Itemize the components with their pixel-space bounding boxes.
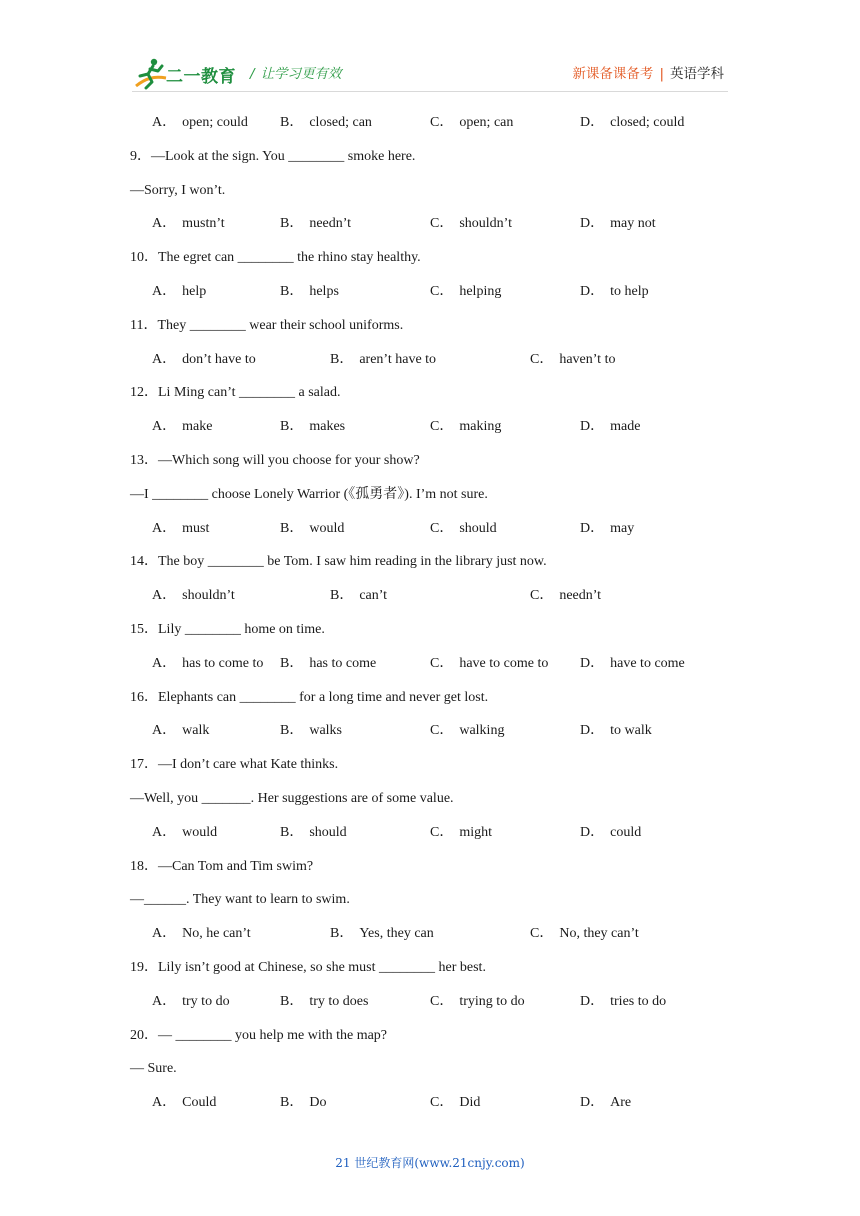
option-text: try to does xyxy=(309,993,369,1009)
option-row xyxy=(130,112,730,146)
option-text: shouldn’t xyxy=(182,588,235,604)
option-text: No, he can’t xyxy=(182,926,251,942)
page-header xyxy=(132,56,728,92)
page-footer: 21 世纪教育网(www.21cnjy.com) xyxy=(335,1156,525,1170)
answer-option xyxy=(280,417,345,437)
option-row xyxy=(130,349,730,383)
answer-option xyxy=(330,350,436,370)
option-text: making xyxy=(459,419,502,435)
exam-label: 新课备课备考 xyxy=(572,66,654,82)
option-letter: A． xyxy=(152,520,177,536)
answer-option xyxy=(430,992,525,1012)
answer-option xyxy=(152,1093,216,1113)
option-text: walk xyxy=(182,723,210,739)
option-text: have to come to xyxy=(459,655,549,671)
answer-option xyxy=(430,823,492,843)
answer-option xyxy=(152,113,248,133)
option-letter: D． xyxy=(580,216,605,232)
option-letter: C． xyxy=(530,926,554,942)
answer-option xyxy=(580,992,666,1012)
logo xyxy=(132,56,244,90)
option-text: don’t have to xyxy=(182,351,256,367)
option-row xyxy=(130,653,730,687)
answer-option xyxy=(280,1093,326,1113)
option-text: Could xyxy=(182,1095,217,1111)
question-line: 11．They ________ wear their school uniforms. xyxy=(130,317,404,333)
option-row xyxy=(130,991,730,1025)
option-letter: B． xyxy=(280,216,304,232)
option-letter: A． xyxy=(152,1095,177,1111)
option-letter: A． xyxy=(152,824,177,840)
option-text: has to come xyxy=(309,655,377,671)
option-text: make xyxy=(182,419,213,435)
option-letter: A． xyxy=(152,588,177,604)
option-text: try to do xyxy=(182,993,230,1009)
answer-option xyxy=(330,586,387,606)
option-row xyxy=(130,1092,730,1126)
option-letter: A． xyxy=(152,283,177,299)
answer-option xyxy=(280,282,339,302)
question-line: 15．Lily ________ home on time. xyxy=(130,621,325,637)
answer-option xyxy=(580,823,641,843)
option-row xyxy=(130,518,730,552)
question-line: 18．—Can Tom and Tim swim? xyxy=(130,858,314,874)
option-letter: D． xyxy=(580,283,605,299)
question-line: 17．—I don’t care what Kate thinks. xyxy=(130,757,339,773)
option-letter: C． xyxy=(430,520,454,536)
option-letter: C． xyxy=(430,419,454,435)
option-letter: A． xyxy=(152,419,177,435)
question-line: —Sorry, I won’t. xyxy=(130,182,226,198)
option-letter: D． xyxy=(580,993,605,1009)
answer-option xyxy=(530,350,615,370)
question-line: —Well, you _______. Her suggestions are of some value. xyxy=(130,790,454,806)
answer-option xyxy=(430,519,497,539)
option-text: helping xyxy=(459,283,502,299)
logo-text: 二一教育 xyxy=(166,67,236,87)
answer-option xyxy=(430,721,504,741)
option-text: Did xyxy=(459,1095,481,1111)
answer-option xyxy=(530,924,639,944)
option-letter: C． xyxy=(430,283,454,299)
option-letter: D． xyxy=(580,723,605,739)
option-letter: D． xyxy=(580,1095,605,1111)
option-text: may xyxy=(610,520,635,536)
answer-option xyxy=(530,586,601,606)
answer-option xyxy=(152,214,225,234)
option-text: makes xyxy=(309,419,346,435)
option-row xyxy=(130,720,730,754)
answer-option xyxy=(430,1093,480,1113)
answer-option xyxy=(580,282,649,302)
question-line: —I ________ choose Lonely Warrior (《孤勇者》). I’m not sure. xyxy=(130,486,488,502)
answer-option xyxy=(280,721,342,741)
option-letter: B． xyxy=(280,655,304,671)
question-line: —______. They want to learn to swim. xyxy=(130,892,350,908)
header-subject-info xyxy=(572,62,724,82)
slogan-text: 让学习更有效 xyxy=(260,66,342,82)
option-letter: D． xyxy=(580,655,605,671)
option-letter: A． xyxy=(152,993,177,1009)
option-text: walking xyxy=(459,723,505,739)
answer-option xyxy=(280,823,347,843)
option-letter: A． xyxy=(152,655,177,671)
option-text: No, they can’t xyxy=(559,926,639,942)
option-letter: C． xyxy=(430,655,454,671)
option-letter: B． xyxy=(280,824,304,840)
answer-option xyxy=(152,992,230,1012)
question-line: 16．Elephants can ________ for a long time and never get lost. xyxy=(130,689,489,705)
answer-option xyxy=(152,654,263,674)
answer-option xyxy=(580,214,656,234)
answer-option xyxy=(152,282,206,302)
option-row xyxy=(130,416,730,450)
option-text: Yes, they can xyxy=(359,926,434,942)
option-text: needn’t xyxy=(309,216,352,232)
option-text: shouldn’t xyxy=(459,216,512,232)
option-letter: A． xyxy=(152,115,177,130)
option-text: closed; could xyxy=(610,115,685,130)
question-line: 9．—Look at the sign. You ________ smoke here. xyxy=(130,148,416,164)
answer-option xyxy=(580,721,652,741)
option-text: walks xyxy=(309,723,343,739)
option-letter: B． xyxy=(280,283,304,299)
question-line: — Sure. xyxy=(130,1061,177,1077)
option-letter: C． xyxy=(530,351,554,367)
option-text: open; can xyxy=(459,115,514,130)
question-line: 13．—Which song will you choose for your show? xyxy=(130,452,420,468)
option-letter: D． xyxy=(580,115,605,130)
answer-option xyxy=(152,924,251,944)
option-letter: A． xyxy=(152,216,177,232)
option-row xyxy=(130,213,730,247)
option-letter: D． xyxy=(580,824,605,840)
option-letter: B． xyxy=(280,1095,304,1111)
option-row xyxy=(130,923,730,957)
option-text: helps xyxy=(309,283,339,299)
option-letter: C． xyxy=(430,993,454,1009)
option-text: has to come to xyxy=(182,655,264,671)
option-letter: B． xyxy=(280,115,304,130)
option-text: tries to do xyxy=(610,993,667,1009)
option-text: Do xyxy=(309,1095,327,1111)
option-text: trying to do xyxy=(459,993,525,1009)
option-text: made xyxy=(610,419,641,435)
subject-label: 英语学科 xyxy=(670,66,724,82)
option-text: could xyxy=(610,824,642,840)
option-text: to walk xyxy=(610,723,652,739)
answer-option xyxy=(580,417,640,437)
option-letter: B． xyxy=(280,419,304,435)
option-letter: B． xyxy=(330,351,354,367)
option-letter: D． xyxy=(580,419,605,435)
option-letter: C． xyxy=(430,115,454,130)
option-letter: B． xyxy=(280,723,304,739)
answer-option xyxy=(430,417,501,437)
answer-option xyxy=(152,721,209,741)
option-text: should xyxy=(459,520,497,536)
option-text: might xyxy=(459,824,493,840)
option-text: needn’t xyxy=(559,588,602,604)
option-letter: A． xyxy=(152,351,177,367)
question-line: 12．Li Ming can’t ________ a salad. xyxy=(130,385,341,401)
option-letter: C． xyxy=(430,216,454,232)
option-text: mustn’t xyxy=(182,216,225,232)
answer-option xyxy=(580,519,634,539)
option-text: would xyxy=(182,824,218,840)
answer-option xyxy=(152,823,217,843)
option-text: help xyxy=(182,283,207,299)
question-line: 20．— ________ you help me with the map? xyxy=(130,1027,388,1043)
option-text: would xyxy=(309,520,345,536)
option-letter: C． xyxy=(430,723,454,739)
option-text: to help xyxy=(610,283,649,299)
slogan-slash: / xyxy=(250,66,255,82)
answer-option xyxy=(580,654,685,674)
option-letter: C． xyxy=(530,588,554,604)
answer-option xyxy=(152,519,209,539)
answer-option xyxy=(280,519,344,539)
answer-option xyxy=(430,282,501,302)
option-text: may not xyxy=(610,216,656,232)
option-letter: B． xyxy=(330,926,354,942)
option-text: aren’t have to xyxy=(359,351,437,367)
answer-option xyxy=(430,214,512,234)
option-letter: B． xyxy=(280,993,304,1009)
question-line: 14．The boy ________ be Tom. I saw him reading in the library just now. xyxy=(130,554,547,570)
option-letter: C． xyxy=(430,824,454,840)
option-letter: B． xyxy=(330,588,354,604)
option-text: haven’t to xyxy=(559,351,616,367)
answer-option xyxy=(280,654,376,674)
option-text: closed; can xyxy=(309,115,372,130)
option-letter: D． xyxy=(580,520,605,536)
answer-option xyxy=(152,350,256,370)
option-row xyxy=(130,281,730,315)
answer-option xyxy=(280,214,351,234)
option-letter: B． xyxy=(280,520,304,536)
option-text: have to come xyxy=(610,655,685,671)
answer-option xyxy=(280,113,372,133)
question-list xyxy=(130,112,730,1126)
answer-option xyxy=(580,1093,631,1113)
answer-option xyxy=(152,417,212,437)
answer-option xyxy=(330,924,434,944)
answer-option xyxy=(580,113,684,133)
option-letter: A． xyxy=(152,926,177,942)
header-divider xyxy=(132,91,728,92)
option-text: should xyxy=(309,824,347,840)
question-line: 10．The egret can ________ the rhino stay healthy. xyxy=(130,250,421,266)
answer-option xyxy=(430,654,548,674)
answer-option xyxy=(152,586,235,606)
option-text: open; could xyxy=(182,115,248,130)
option-row xyxy=(130,585,730,619)
option-text: can’t xyxy=(359,588,388,604)
slogan xyxy=(250,62,342,82)
header-separator: | xyxy=(659,66,664,82)
answer-option xyxy=(280,992,368,1012)
option-row xyxy=(130,822,730,856)
option-letter: A． xyxy=(152,723,177,739)
option-text: Are xyxy=(610,1095,632,1111)
question-line: 19．Lily isn’t good at Chinese, so she must ________ her best. xyxy=(130,959,486,975)
option-text: must xyxy=(182,520,210,536)
option-letter: C． xyxy=(430,1095,454,1111)
answer-option xyxy=(430,113,513,133)
